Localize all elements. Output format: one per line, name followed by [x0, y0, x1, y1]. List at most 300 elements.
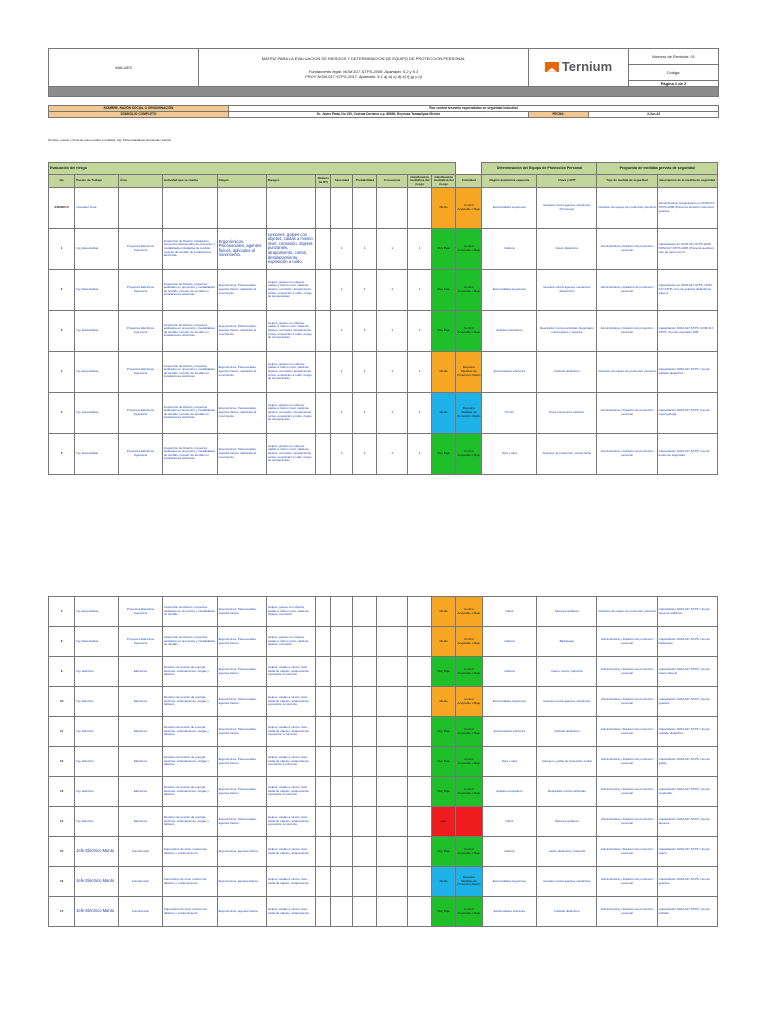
- work-area: Proyectos Eléctricos Ingeniería: [119, 627, 163, 657]
- work-area: [119, 187, 163, 228]
- column-header: Tipo de medida de seguridad: [597, 175, 657, 188]
- measure-description: Capacitación NOM-017-STPS. Uso de calzado.: [657, 897, 717, 927]
- column-header: Frecuencia: [377, 175, 408, 188]
- job-position: Ing. Eléctrico: [75, 717, 119, 747]
- activity: Supervisión de obra, revisión de tableros y mantenimiento.: [162, 867, 217, 897]
- criticality: Control Aceptable o Bajo: [456, 777, 482, 807]
- hazard: Ergonómicos, Psicosociales, agentes físicos, aplicados al movimiento.: [217, 433, 266, 474]
- criticality: Control Aceptable o Bajo: [456, 269, 482, 310]
- risks: Golpes, golpes con objetos, caidas a mismo nivel, caida de objetos, contusión, atrapamiento, cortes, exposición a ruido, riesgo de temperaturas.: [266, 351, 315, 392]
- rti-number: [316, 351, 331, 392]
- measure-type: Administrativa y Dotación de protección personal: [597, 687, 657, 717]
- qualitative-class: 1: [408, 392, 432, 433]
- frequency: 1: [377, 269, 408, 310]
- risk-level: Alto: [432, 807, 456, 837]
- work-area: Proyectos Eléctricos Ingeniería: [119, 269, 163, 310]
- job-position: Ing. Eléctrico: [75, 687, 119, 717]
- measure-description: Capacitación NOM-017-STPS. Uso de casco.: [657, 837, 717, 867]
- header-left-label: WALUES: [49, 49, 199, 87]
- ppe-key: Guantes contra agentes mecánicos dieléctricos: [537, 269, 597, 310]
- measure-description: Capacitación NOM-017-STPS, NOM-017-STPS. Uso de respirador N95.: [657, 310, 717, 351]
- hazard: Ergonómicos, Psicosociales, agentes físicos.: [217, 807, 266, 837]
- measure-description: Capacitación NOM-017-STPS. Uso de gafas.: [657, 747, 717, 777]
- risks: Lesiones, golpes con objetos, caidas a mismo nivel, contusión, objetos punzantes, atrapamiento, cortes, desplazamiento, exposición a ruido.: [266, 228, 315, 269]
- criticality: Control Aceptable o Bajo: [456, 837, 482, 867]
- ppe-key: Ropa contra arco eléctrico: [537, 392, 597, 433]
- row-number: 15: [49, 837, 75, 867]
- hazard: Ergonómicos, Psicosociales, agentes físicos.: [217, 777, 266, 807]
- activity: Inspección de Diseño, proyectos acabados en proyectos y modalidades de tendido, revisión de tendido en instalaciones eléctricas.: [162, 433, 217, 474]
- severity: [331, 807, 353, 837]
- severity: 1: [331, 228, 353, 269]
- measure-type: Administrativa y Dotación de protección personal: [597, 807, 657, 837]
- activity: Inspección de Diseño, proyectos acabados en proyectos y modalidades de tendido.: [162, 597, 217, 627]
- risk-level: Medio: [432, 351, 456, 392]
- rti-number: [316, 627, 331, 657]
- activity: Inspección de Diseño, proyectos acabados en proyectos y modalidades de tendido, revisión de tendido en instalaciones eléctricas.: [162, 310, 217, 351]
- date-label: FECHA:: [529, 112, 589, 118]
- criticality: Requiere Medidas de Protección Medio: [456, 392, 482, 433]
- hazard: Ergonómicos, Psicosociales, agentes físicos.: [217, 597, 266, 627]
- rti-number: [316, 187, 331, 228]
- table-row: [49, 717, 718, 747]
- qualitative-class: [408, 807, 432, 837]
- qualitative-class: [408, 747, 432, 777]
- risk-level: Medio: [432, 627, 456, 657]
- measure-type: Administrativa y Dotación de protección personal: [597, 269, 657, 310]
- work-area: Eléctricos: [119, 747, 163, 777]
- probability: [353, 717, 377, 747]
- qualitative-class: 1: [408, 351, 432, 392]
- anatomical-region: Extremidades inferiores: [482, 717, 537, 747]
- ppe-key: Guantes contra agentes mecánicos: [537, 687, 597, 717]
- section-eval: Evaluación del riesgo: [49, 163, 456, 175]
- risks: Golpes, caidas a mismo nivel, caida de objetos, atrapamiento, exposición a corriente.: [266, 657, 315, 687]
- ppe-key: Guantes contra agentes mecánicos: [537, 867, 597, 897]
- qualitative-class: 1: [408, 433, 432, 474]
- risk-level: Muy Bajo: [432, 837, 456, 867]
- table-row: [49, 867, 718, 897]
- severity: 1: [331, 392, 353, 433]
- anatomical-region: Cabeza: [482, 228, 537, 269]
- hazard: Ergonómicos, Psicosociales, agentes físicos, aplicados al movimiento.: [217, 351, 266, 392]
- severity: [331, 897, 353, 927]
- measure-type: Administrativa y Dotación de protección personal: [597, 777, 657, 807]
- measure-description: Capacitación NOM-017-STPS. Uso de guantes.: [657, 687, 717, 717]
- probability: [353, 807, 377, 837]
- rti-number: [316, 597, 331, 627]
- activity: Revisión de tensión de energía eléctrica, subestaciones, cargas y tableros.: [162, 687, 217, 717]
- measure-type: Dotación de equipo de protección personal: [597, 597, 657, 627]
- sheet-page-2: [48, 596, 718, 927]
- column-header: Probabilidad: [353, 175, 377, 188]
- work-area: Construcción: [119, 837, 163, 867]
- risk-level: Medio: [432, 867, 456, 897]
- anatomical-region: Cabeza: [482, 837, 537, 867]
- work-area: Construcción: [119, 867, 163, 897]
- rti-number: [316, 837, 331, 867]
- risk-level: Muy Bajo: [432, 310, 456, 351]
- row-number: EJEMPLO: [49, 187, 75, 228]
- risks: Golpes, golpes con objetos, caidas a mismo nivel, caida de objetos, contusión.: [266, 627, 315, 657]
- job-position: Ing. Eléctrico: [75, 807, 119, 837]
- criticality: Control Aceptable o Bajo: [456, 433, 482, 474]
- ternium-logo-icon: [545, 62, 559, 72]
- measure-type: Administrativa y Dotación de protección personal: [597, 717, 657, 747]
- table-row: [49, 897, 718, 927]
- qualitative-class: [408, 777, 432, 807]
- probability: [353, 687, 377, 717]
- column-header: Clasificación cualitativa del riesgo: [432, 175, 456, 188]
- measure-type: Administrativa y Dotación de protección personal: [597, 867, 657, 897]
- ppe-key: Casco dieléctrico, Capucha: [537, 837, 597, 867]
- section-spacer: [456, 163, 482, 175]
- frequency: 1: [377, 433, 408, 474]
- table-row: [49, 807, 718, 837]
- column-header: Riesgos: [266, 175, 315, 188]
- job-position: Jefe Eléctrico Manto: [75, 897, 119, 927]
- date-value: 4-Jun-24: [589, 112, 719, 118]
- address-label: DOMICILIO COMPLETO: [49, 112, 229, 118]
- brand-name: Ternium: [561, 58, 613, 74]
- probability: [353, 597, 377, 627]
- frequency: 1: [377, 392, 408, 433]
- qualitative-class: [408, 687, 432, 717]
- risk-level: Muy Bajo: [432, 777, 456, 807]
- criticality: Control Aceptable o Bajo: [456, 657, 482, 687]
- frequency: [377, 657, 408, 687]
- anatomical-region: Extremidades superiores: [482, 867, 537, 897]
- column-header: Severidad: [331, 175, 353, 188]
- risk-matrix-table: [48, 162, 718, 475]
- address-value: Dr. Javier Plata, No 150, Colonia Dorismo c.p. 88690, Reynosa Tamaulipas Mexico: [229, 112, 529, 118]
- probability: [353, 867, 377, 897]
- table-row: [49, 187, 718, 228]
- ppe-key: Guantes contra agentes mecánicos (fricciones): [537, 187, 597, 228]
- activity: Supervisión de obra, revisión de tableros y mantenimiento.: [162, 837, 217, 867]
- activity: Revisión de tensión de energía eléctrica, subestaciones, cargas y tableros.: [162, 657, 217, 687]
- ppe-key: Calzado dieléctrico: [537, 351, 597, 392]
- rti-number: [316, 897, 331, 927]
- row-number: 6: [49, 433, 75, 474]
- job-position: Ing. Eléctrico: [75, 657, 119, 687]
- probability: [353, 627, 377, 657]
- table-row: [49, 392, 718, 433]
- measure-type: Administrativa y Dotación de protección personal: [597, 228, 657, 269]
- row-number: 12: [49, 747, 75, 777]
- company-label: NOMBRE, RAZÓN SOCIAL O DENOMINACIÓN: [49, 106, 229, 112]
- severity: [331, 777, 353, 807]
- ppe-key: Tapones auditivos: [537, 597, 597, 627]
- probability: [353, 777, 377, 807]
- rti-number: [316, 392, 331, 433]
- rti-number: [316, 657, 331, 687]
- measure-description: Capacitación NOM-017-STPS. Uso de ropa ignífuga.: [657, 392, 717, 433]
- risks: Golpes, golpes con objetos, caidas a mismo nivel, caida de objetos, contusión, atrapamiento, cortes, exposición a ruido, riesgo de temperaturas.: [266, 310, 315, 351]
- frequency: 1: [377, 228, 408, 269]
- severity: [331, 747, 353, 777]
- severity: [331, 187, 353, 228]
- row-number: 3: [49, 310, 75, 351]
- anatomical-region: Extremidades superiores: [482, 269, 537, 310]
- job-position: Jefe Eléctrico Manto: [75, 867, 119, 897]
- criticality: Requiere Medidas de Protección Medio: [456, 867, 482, 897]
- hazard: Ergonómicos, agentes físicos.: [217, 867, 266, 897]
- rti-number: [316, 867, 331, 897]
- measure-type: Administrativa y Dotación de protección personal: [597, 897, 657, 927]
- anatomical-region: Oídos: [482, 597, 537, 627]
- frequency: [377, 187, 408, 228]
- work-area: Construcción: [119, 897, 163, 927]
- column-header: Descripción de la medida de seguridad: [657, 175, 717, 188]
- risk-level: Muy Bajo: [432, 433, 456, 474]
- probability: 1: [353, 228, 377, 269]
- anatomical-region: Ojos y cara: [482, 433, 537, 474]
- measure-description: Administrativa: Capacitación en NOM-017-STPS-2008 (Primeros auxilios) instructivo guantes.: [657, 187, 717, 228]
- header-table: [48, 48, 719, 97]
- qualitative-class: [408, 837, 432, 867]
- table-row: [49, 351, 718, 392]
- ppe-key: Tapones auditivos: [537, 807, 597, 837]
- activity: Inspección de Diseño, proyectos acabados en proyectos y modalidades de tendido, revisión de tendido en instalaciones eléctricas.: [162, 269, 217, 310]
- row-number: 14: [49, 807, 75, 837]
- frequency: [377, 717, 408, 747]
- company-value: Rox confort tesmeilo especialistas en seguridad industrial: [229, 106, 719, 112]
- rti-number: [316, 269, 331, 310]
- work-area: Eléctricos: [119, 657, 163, 687]
- measure-description: Capacitación NOM-017-STPS. Uso de tapones.: [657, 807, 717, 837]
- measure-description: Capacitación NOM-017-STPS. Uso de calzado dieléctrico.: [657, 717, 717, 747]
- frequency: [377, 837, 408, 867]
- severity: [331, 687, 353, 717]
- work-area: Eléctricos: [119, 807, 163, 837]
- frequency: [377, 777, 408, 807]
- row-number: 7: [49, 597, 75, 627]
- ppe-key: Respirador contra partículas, Respirador contra gases y vapores: [537, 310, 597, 351]
- rti-number: [316, 687, 331, 717]
- anatomical-region: Extremidades superiores: [482, 687, 537, 717]
- criticality: Control Aceptable o Bajo: [456, 747, 482, 777]
- table-row: [49, 310, 718, 351]
- risk-level: Muy Bajo: [432, 269, 456, 310]
- job-position: Ing. Especialista: [75, 310, 119, 351]
- activity: Revisión de tensión de energía eléctrica, subestaciones, cargas y tableros.: [162, 807, 217, 837]
- activity: Inspección de Diseño, proyectos acabados en proyectos y modalidades de tendido, revisión de tendido en instalaciones eléctricas.: [162, 392, 217, 433]
- criticality: Requiere Medidas de Protección Medio: [456, 351, 482, 392]
- row-number: 8: [49, 627, 75, 657]
- risks: Golpes, caidas a mismo nivel, caida de objetos, atrapamiento, exposición a corriente.: [266, 807, 315, 837]
- table-row: [49, 228, 718, 269]
- risk-level: Medio: [432, 597, 456, 627]
- column-header: Área: [119, 175, 163, 188]
- frequency: 1: [377, 310, 408, 351]
- risk-level: Medio: [432, 687, 456, 717]
- legal-basis-1: Fundamento legal: NOM-017-STPS-2008, Apartado: 5.2 y 5.3: [308, 69, 419, 74]
- work-area: Proyectos Eléctricos Ingeniería: [119, 228, 163, 269]
- activity: [162, 187, 217, 228]
- rti-number: [316, 777, 331, 807]
- qualitative-class: [408, 717, 432, 747]
- hazard: Ergonómicos, agentes físicos.: [217, 837, 266, 867]
- qualitative-class: [408, 867, 432, 897]
- criticality: Control Aceptable o Bajo: [456, 687, 482, 717]
- qualitative-class: [408, 897, 432, 927]
- page-indicator: Página 1 de 2: [629, 81, 719, 87]
- column-header: Criticidad: [456, 175, 482, 188]
- severity: [331, 627, 353, 657]
- rti-number: [316, 717, 331, 747]
- column-header: Peligro: [217, 175, 266, 188]
- qualitative-class: 1: [408, 310, 432, 351]
- frequency: [377, 687, 408, 717]
- probability: [353, 837, 377, 867]
- activity: Revisión de tensión de energía eléctrica, subestaciones, cargas y tableros.: [162, 717, 217, 747]
- ppe-key: Calzado dieléctrico: [537, 717, 597, 747]
- qualitative-class: [408, 627, 432, 657]
- anatomical-region: Cabeza: [482, 627, 537, 657]
- measure-type: Dotación de equipo de protección personal: [597, 351, 657, 392]
- measure-type: Administrativa y Dotación de protección personal: [597, 310, 657, 351]
- frequency: [377, 897, 408, 927]
- rti-number: [316, 807, 331, 837]
- criticality: Control Aceptable o Bajo: [456, 717, 482, 747]
- severity: 1: [331, 269, 353, 310]
- criticality: Control Aceptable o Bajo: [456, 310, 482, 351]
- ppe-key: Barbiquejo: [537, 627, 597, 657]
- work-area: Proyectos Eléctricos Ingeniería: [119, 392, 163, 433]
- document-code: Código:: [629, 65, 719, 81]
- criticality: Control Aceptable o Bajo: [456, 897, 482, 927]
- column-header: Clave y EPP: [537, 175, 597, 188]
- brand-logo: [545, 58, 613, 74]
- qualitative-class: [408, 187, 432, 228]
- work-area: Eléctricos: [119, 717, 163, 747]
- measure-type: Administrativa y Dotación de protección personal: [597, 747, 657, 777]
- anatomical-region: Ojos y cara: [482, 747, 537, 777]
- measure-description: Capacitación NOM-017-STPS. Uso de casco clase E.: [657, 657, 717, 687]
- measure-description: Capacitación NOM-017-STPS. Uso de tapones auditivos.: [657, 597, 717, 627]
- sheet-page-1: [48, 48, 718, 475]
- anatomical-region: Cabeza: [482, 657, 537, 687]
- risks: Golpes, caidas a mismo nivel, caida de objetos, atrapamiento, exposición a corriente.: [266, 777, 315, 807]
- severity: 1: [331, 351, 353, 392]
- severity: [331, 837, 353, 867]
- activity: Inspección de Diseño, proyectos acabados en proyectos y modalidades de tendido, revisión de tendido en instalaciones eléctricas.: [162, 351, 217, 392]
- risks: Golpes, caidas a mismo nivel, caida de objetos, atrapamiento, exposición a corriente.: [266, 687, 315, 717]
- column-header: No: [49, 175, 75, 188]
- frequency: 1: [377, 351, 408, 392]
- job-position: Operador Grúa: [75, 187, 119, 228]
- measure-type: Administrativa y Dotación de protección personal: [597, 392, 657, 433]
- measure-type: Dotación de equipo de protección personal: [597, 187, 657, 228]
- ppe-key: Respirador contra partículas: [537, 777, 597, 807]
- frequency: [377, 747, 408, 777]
- risk-matrix-table-continued: [48, 596, 718, 927]
- risk-level: Muy Bajo: [432, 228, 456, 269]
- work-area: Proyectos Eléctricos Ingeniería: [119, 433, 163, 474]
- risks: Golpes, caidas a mismo nivel, caida de objetos, atrapamiento, exposición a corriente.: [266, 717, 315, 747]
- column-header: Puesto de Trabajo: [75, 175, 119, 188]
- gray-separator: [49, 87, 719, 97]
- activity: Revisión de tensión de energía eléctrica, subestaciones, cargas y tableros.: [162, 747, 217, 777]
- job-position: Ing. Especialista: [75, 433, 119, 474]
- frequency: [377, 627, 408, 657]
- ppe-key: Calzado dieléctrico: [537, 897, 597, 927]
- frequency: [377, 807, 408, 837]
- revision-number: Número de Revisión: 01: [629, 49, 719, 65]
- measure-description: Capacitación NOM-017-STPS. Uso de lentes de seguridad.: [657, 433, 717, 474]
- risks: Golpes, caidas a mismo nivel, caida de objetos, atrapamiento.: [266, 867, 315, 897]
- job-position: Ing. Especialista: [75, 228, 119, 269]
- row-number: 1: [49, 228, 75, 269]
- probability: 1: [353, 269, 377, 310]
- measure-description: Capacitación NOM-017-STPS. Uso de respirador.: [657, 777, 717, 807]
- probability: [353, 897, 377, 927]
- severity: [331, 597, 353, 627]
- qualitative-class: 1: [408, 269, 432, 310]
- job-position: Ing. Especialista: [75, 597, 119, 627]
- measure-type: Administrativa y Dotación de protección personal: [597, 657, 657, 687]
- criticality: Control Aceptable o Bajo: [456, 228, 482, 269]
- measure-description: Capacitación NOM-017-STPS. Uso de barbiquejo.: [657, 627, 717, 657]
- column-header: Clasificación cualitativa del riesgo: [408, 175, 432, 188]
- hazard: Ergonómicos, agentes físicos.: [217, 897, 266, 927]
- qualitative-class: [408, 657, 432, 687]
- qualitative-class: [408, 597, 432, 627]
- measure-description: Capacitación en NOM-017-STPS-2008, NOM-017-STPS 2008 (Primeros auxilios). Uso de casco tipo II.: [657, 228, 717, 269]
- risks: Golpes, golpes con objetos, caidas a mismo nivel, caida de objetos, contusión, atrapamiento, cortes, exposición a ruido, riesgo de temperaturas.: [266, 433, 315, 474]
- company-info-table: [48, 105, 719, 118]
- risk-level: Medio: [432, 392, 456, 433]
- measure-description: Capacitación NOM-017-STPS. Uso de guantes.: [657, 867, 717, 897]
- measure-type: Administrativa y Dotación de protección personal: [597, 433, 657, 474]
- risk-level: Medio: [432, 187, 456, 228]
- measure-description: Capacitación NOM-017-STPS. Uso de calzado dieléctrico.: [657, 351, 717, 392]
- risk-level: Muy Bajo: [432, 747, 456, 777]
- anatomical-region: Aparato respiratorio: [482, 310, 537, 351]
- probability: 1: [353, 310, 377, 351]
- row-number: 9: [49, 657, 75, 687]
- severity: [331, 717, 353, 747]
- work-area: Proyectos Eléctricos Ingeniería: [119, 351, 163, 392]
- activity: Revisión de tensión de energía eléctrica, subestaciones, cargas y tableros.: [162, 777, 217, 807]
- work-area: Proyectos Eléctricos Ingeniería: [119, 597, 163, 627]
- hazard: [217, 187, 266, 228]
- rti-number: [316, 310, 331, 351]
- table-row: [49, 777, 718, 807]
- measure-type: Administrativa y Dotación de protección personal: [597, 627, 657, 657]
- anatomical-region: Extremidades inferiores: [482, 351, 537, 392]
- rti-number: [316, 747, 331, 777]
- hazard: Ergonómicos, Psicosociales, agentes físicos.: [217, 657, 266, 687]
- criticality: Control Aceptable o Bajo: [456, 597, 482, 627]
- activity: Inspección de Diseño, Instalación, proyectos relacionados de proyectos y modalidades instaladas de tendido, revisión de tendido de instalaciones eléctricas.: [162, 228, 217, 269]
- table-row: [49, 627, 718, 657]
- job-position: Ing. Especialista: [75, 392, 119, 433]
- document-title: MATRIZ PARA LA EVALUACION DE RIESGOS Y DETERMINACION DE EQUIPO DE PROTECCION PERSONAL: [261, 56, 466, 61]
- hazard: Ergonómicos, Psicosociales, agentes físicos, aplicados al movimiento.: [217, 228, 266, 269]
- anatomical-region: Oídos: [482, 807, 537, 837]
- risks: Golpes, golpes con objetos, caidas a mismo nivel, caida de objetos, contusión, atrapamiento, cortes, exposición a ruido, riesgo de temperaturas.: [266, 269, 315, 310]
- column-header: Número de RTI: [316, 175, 331, 188]
- table-row: [49, 269, 718, 310]
- table-row: [49, 747, 718, 777]
- row-number: 16: [49, 867, 75, 897]
- measure-type: Administrativa y Dotación de protección personal: [597, 837, 657, 867]
- rti-number: [316, 433, 331, 474]
- column-header: Actividad que se realiza: [162, 175, 217, 188]
- probability: [353, 747, 377, 777]
